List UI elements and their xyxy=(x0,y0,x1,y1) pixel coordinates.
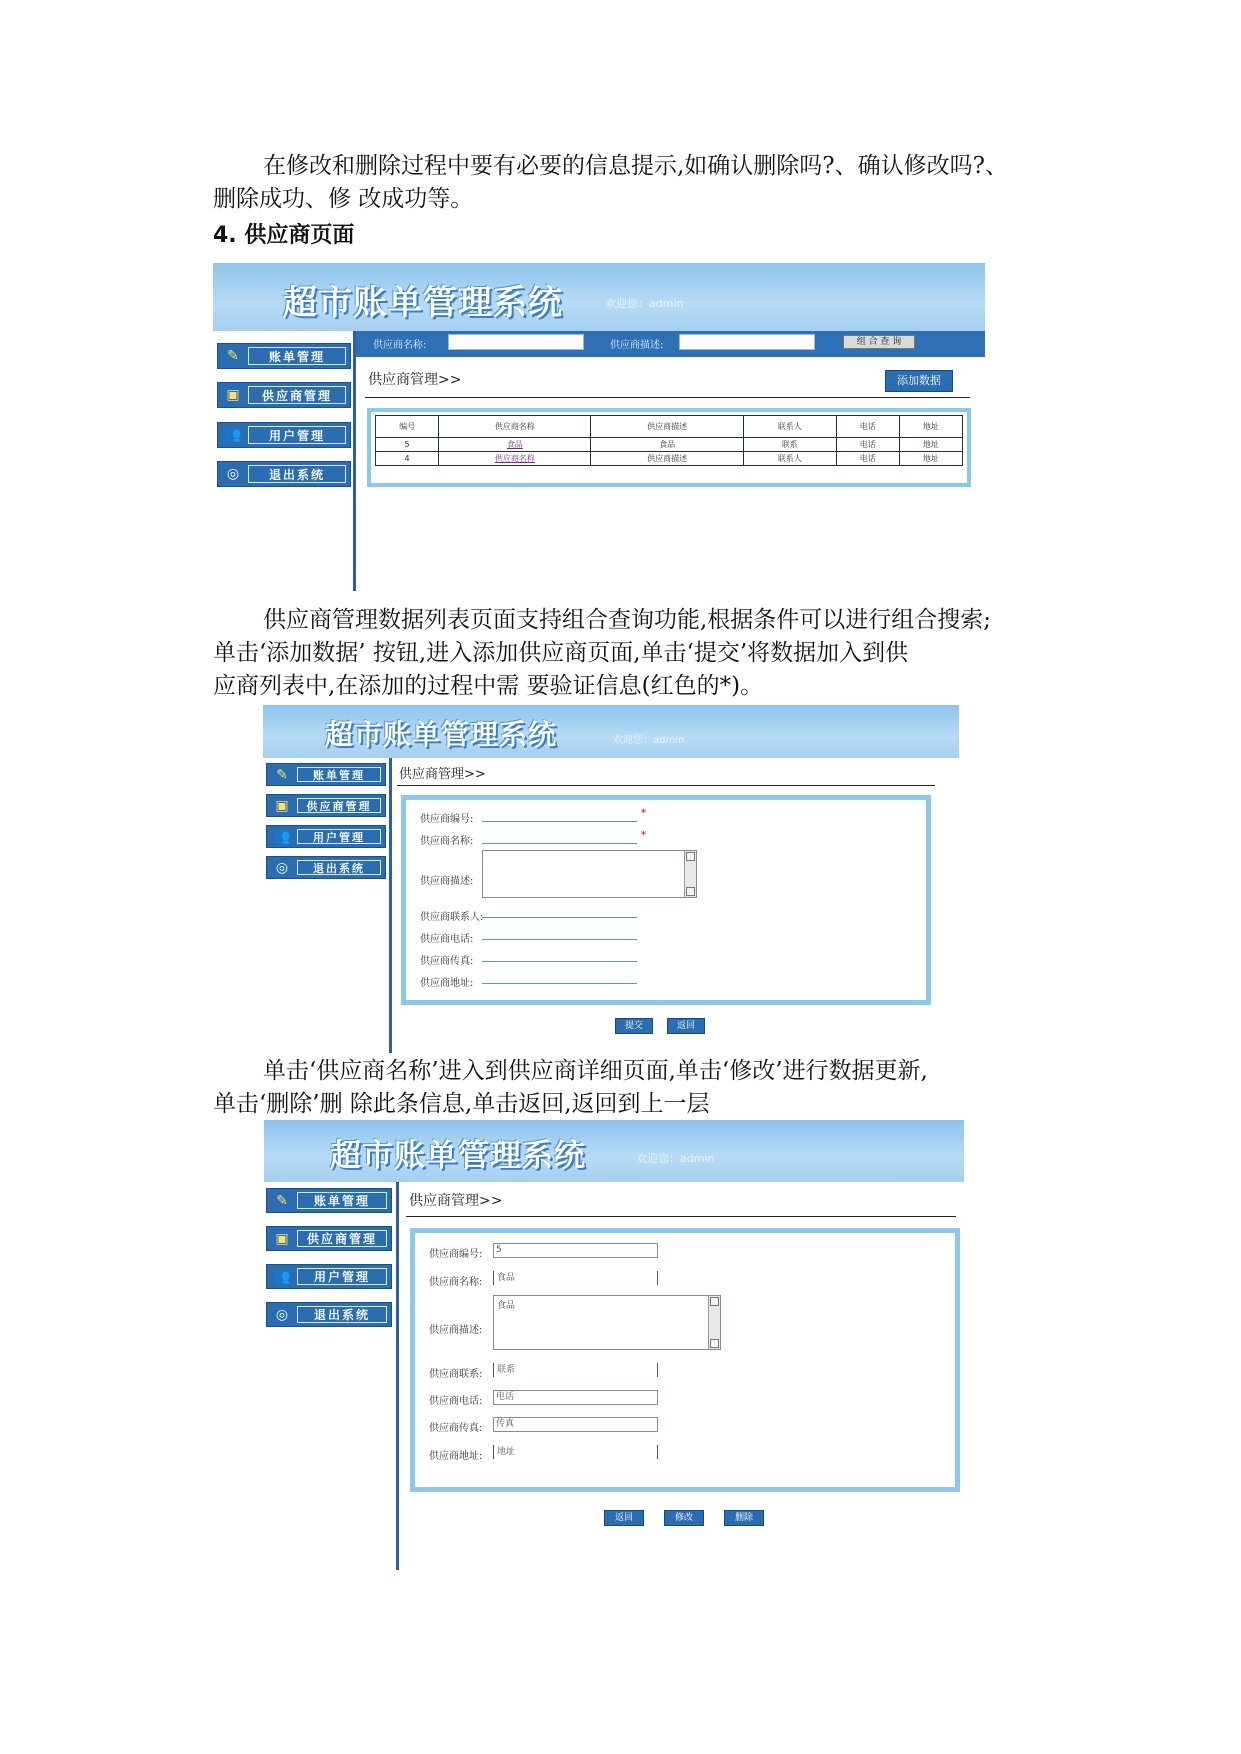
sidebar-item-logout[interactable] xyxy=(266,1302,392,1327)
table-row xyxy=(376,438,963,452)
table-cell: 食品 xyxy=(591,438,743,452)
supplier-detail-form xyxy=(410,1228,960,1492)
sidebar-item-label: 退出系统 xyxy=(248,465,346,483)
users-icon: 👥 xyxy=(273,1268,291,1285)
lifebuoy-icon: ◎ xyxy=(275,1306,289,1323)
book-icon: ▣ xyxy=(275,1230,289,1247)
edit-button[interactable]: 修改 xyxy=(664,1510,704,1526)
sidebar-item-label: 账单管理 xyxy=(248,347,346,365)
table-cell: 地址 xyxy=(899,438,962,452)
sidebar-item-users[interactable] xyxy=(266,1264,392,1289)
field-label: 供应商名称: xyxy=(420,836,474,847)
sidebar-item-label: 用户管理 xyxy=(248,426,346,444)
supplier-fax-input[interactable] xyxy=(482,948,637,962)
sidebar-item-label: 供应商管理 xyxy=(248,386,346,404)
search-bar xyxy=(356,331,985,357)
scrollbar[interactable] xyxy=(684,851,696,897)
supplier-table-frame xyxy=(367,408,971,487)
table-header-row xyxy=(376,416,963,438)
section-heading: 4. 供应商页面 xyxy=(213,223,355,248)
back-button[interactable]: 返回 xyxy=(604,1510,644,1526)
paragraph-detail-description xyxy=(213,1055,1063,1121)
supplier-table xyxy=(375,415,963,466)
breadcrumb-divider xyxy=(406,1216,956,1217)
edit-icon: ✎ xyxy=(276,1192,288,1209)
screenshot-supplier-detail xyxy=(264,1120,964,1570)
field-label: 供应商传真: xyxy=(429,1423,483,1434)
sidebar-item-bills[interactable] xyxy=(266,1188,392,1213)
textarea-value: 食品 xyxy=(497,1301,516,1311)
sidebar-item-bills[interactable] xyxy=(266,763,386,786)
users-icon: 👥 xyxy=(273,828,291,845)
text-line: 单击‘添加数据’ 按钮,进入添加供应商页面,单击‘提交’将数据加入到供 xyxy=(213,640,909,666)
text-line: 供应商管理数据列表页面支持组合查询功能,根据条件可以进行组合搜索; xyxy=(263,607,992,633)
app-banner xyxy=(264,1120,964,1182)
screenshot-add-supplier xyxy=(263,705,959,1053)
sidebar-item-suppliers[interactable] xyxy=(217,382,351,408)
sidebar-item-label: 退出系统 xyxy=(297,1306,387,1323)
field-label: 供应商描述: xyxy=(420,876,474,887)
app-title: 超市账单管理系统 xyxy=(283,283,563,323)
sidebar-item-bills[interactable] xyxy=(217,343,351,369)
breadcrumb-divider xyxy=(397,785,935,786)
supplier-name-link[interactable]: 供应商名称 xyxy=(439,452,591,466)
supplier-name-input[interactable] xyxy=(482,830,637,844)
app-banner xyxy=(213,263,985,331)
breadcrumb: 供应商管理>> xyxy=(368,372,462,388)
supplier-code-input[interactable] xyxy=(482,808,637,822)
edit-icon: ✎ xyxy=(276,766,288,783)
field-label: 供应商电话: xyxy=(429,1396,483,1407)
supplier-code-field[interactable]: 5 xyxy=(493,1243,658,1258)
book-icon: ▣ xyxy=(226,387,240,403)
required-mark: * xyxy=(641,808,646,819)
supplier-desc-textarea[interactable] xyxy=(482,850,697,898)
app-title: 超市账单管理系统 xyxy=(330,1138,586,1174)
supplier-contact-input[interactable] xyxy=(482,904,637,918)
table-cell: 电话 xyxy=(836,438,899,452)
search-desc-label: 供应商描述: xyxy=(610,340,664,351)
app-title: 超市账单管理系统 xyxy=(325,718,558,751)
supplier-fax-field[interactable]: 传真 xyxy=(493,1417,658,1432)
column-header: 供应商名称 xyxy=(439,416,591,438)
supplier-phone-field[interactable]: 电话 xyxy=(493,1390,658,1405)
field-label: 供应商描述: xyxy=(429,1325,483,1336)
supplier-address-input[interactable] xyxy=(482,970,637,984)
text-line: 删除成功、修 改成功等。 xyxy=(213,186,474,212)
column-header: 供应商描述 xyxy=(591,416,743,438)
search-name-label: 供应商名称: xyxy=(373,340,427,351)
supplier-desc-textarea[interactable] xyxy=(493,1295,721,1350)
supplier-contact-field[interactable]: 联系 xyxy=(493,1363,658,1377)
table-cell: 电话 xyxy=(836,452,899,466)
submit-button[interactable]: 提交 xyxy=(615,1018,653,1034)
lifebuoy-icon: ◎ xyxy=(275,859,289,876)
sidebar-item-users[interactable] xyxy=(217,422,351,448)
text-line: 单击‘删除’删 除此条信息,单击返回,返回到上一层 xyxy=(213,1091,710,1117)
welcome-text: 欢迎您：admin xyxy=(636,1152,715,1165)
paragraph-intro xyxy=(213,150,1063,216)
supplier-address-field[interactable]: 地址 xyxy=(493,1445,658,1459)
field-label: 供应商联系: xyxy=(429,1369,483,1380)
sidebar-divider xyxy=(353,331,356,591)
field-label: 供应商编号: xyxy=(429,1249,483,1260)
book-icon: ▣ xyxy=(275,797,289,814)
scrollbar[interactable] xyxy=(708,1296,720,1349)
table-cell: 5 xyxy=(376,438,439,452)
supplier-desc-input[interactable] xyxy=(679,334,815,350)
app-banner xyxy=(263,705,959,758)
combined-search-button[interactable]: 组 合 查 询 xyxy=(843,335,915,349)
breadcrumb: 供应商管理>> xyxy=(399,767,486,782)
sidebar-item-label: 账单管理 xyxy=(297,1192,387,1209)
users-icon: 👥 xyxy=(224,427,242,443)
sidebar-item-logout[interactable] xyxy=(217,461,351,487)
column-header: 联系人 xyxy=(743,416,836,438)
table-cell: 联系人 xyxy=(743,452,836,466)
sidebar-item-logout[interactable] xyxy=(266,856,386,879)
welcome-text: 欢迎您：admin xyxy=(605,297,684,310)
sidebar-item-suppliers[interactable] xyxy=(266,1226,392,1251)
text-line: 在修改和删除过程中要有必要的信息提示,如确认删除吗?、确认修改吗?、 xyxy=(263,153,1008,179)
field-label: 供应商传真: xyxy=(420,956,474,967)
field-label: 供应商地址: xyxy=(429,1451,483,1462)
required-mark: * xyxy=(641,830,646,841)
add-data-button[interactable]: 添加数据 xyxy=(885,370,953,392)
column-header: 编号 xyxy=(376,416,439,438)
table-cell: 联系 xyxy=(743,438,836,452)
delete-button[interactable]: 删除 xyxy=(724,1510,764,1526)
table-cell: 地址 xyxy=(899,452,962,466)
text-line: 单击‘供应商名称’进入到供应商详细页面,单击‘修改’进行数据更新, xyxy=(263,1058,928,1084)
paragraph-list-description xyxy=(213,604,1063,703)
back-button[interactable]: 返回 xyxy=(667,1018,705,1034)
sidebar-item-label: 用户管理 xyxy=(297,829,381,844)
sidebar-item-label: 用户管理 xyxy=(297,1268,387,1285)
supplier-name-link[interactable]: 食品 xyxy=(439,438,591,452)
column-header: 地址 xyxy=(899,416,962,438)
field-label: 供应商编号: xyxy=(420,814,474,825)
add-supplier-form xyxy=(401,795,931,1005)
sidebar-item-label: 供应商管理 xyxy=(297,798,381,813)
supplier-phone-input[interactable] xyxy=(482,926,637,940)
supplier-name-input[interactable] xyxy=(448,334,584,350)
sidebar-item-label: 供应商管理 xyxy=(297,1230,387,1247)
sidebar-item-users[interactable] xyxy=(266,825,386,848)
field-label: 供应商联系人: xyxy=(420,912,484,923)
sidebar-item-label: 账单管理 xyxy=(297,767,381,782)
welcome-text: 欢迎您：admin xyxy=(613,735,685,746)
text-line: 应商列表中,在添加的过程中需 要验证信息(红色的*)。 xyxy=(213,673,764,699)
supplier-name-field[interactable]: 食品 xyxy=(493,1271,658,1285)
sidebar-divider xyxy=(389,758,392,1053)
table-cell: 供应商描述 xyxy=(591,452,743,466)
breadcrumb-divider xyxy=(365,397,970,398)
field-label: 供应商电话: xyxy=(420,934,474,945)
breadcrumb: 供应商管理>> xyxy=(409,1193,503,1209)
screenshot-supplier-list xyxy=(213,263,985,591)
sidebar-item-suppliers[interactable] xyxy=(266,794,386,817)
table-cell: 4 xyxy=(376,452,439,466)
field-label: 供应商名称: xyxy=(429,1277,483,1288)
sidebar-divider xyxy=(396,1182,399,1570)
edit-icon: ✎ xyxy=(227,348,239,364)
sidebar-item-label: 退出系统 xyxy=(297,860,381,875)
field-label: 供应商地址: xyxy=(420,978,474,989)
table-row xyxy=(376,452,963,466)
lifebuoy-icon: ◎ xyxy=(226,466,240,482)
column-header: 电话 xyxy=(836,416,899,438)
